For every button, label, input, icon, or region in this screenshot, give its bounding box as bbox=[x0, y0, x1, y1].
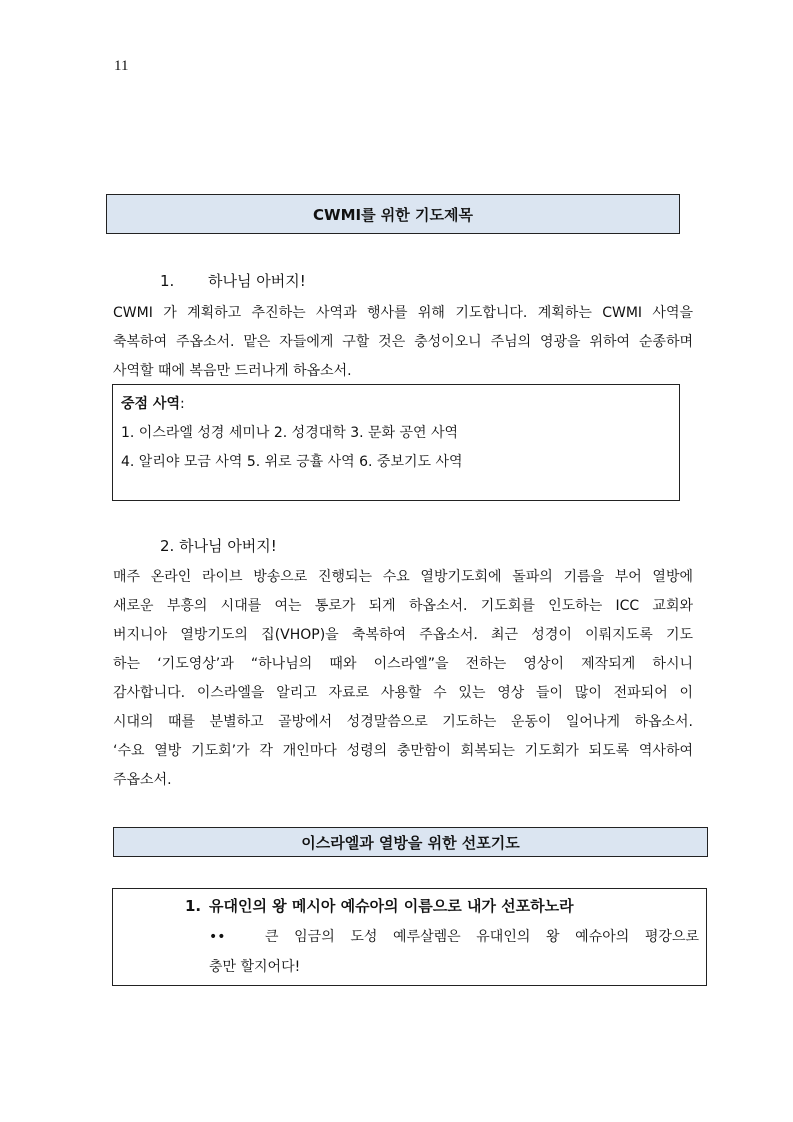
paragraph-line: 감사합니다. 이스라엘을 알리고 자료로 사용할 수 있는 영상 들이 많이 전파되어 이 bbox=[113, 685, 693, 701]
declaration-number: 1. bbox=[185, 897, 202, 915]
declaration-box bbox=[112, 888, 707, 986]
prayer-heading-1 bbox=[160, 270, 306, 291]
paragraph-line: 사역할 때에 복음만 드러나게 하옵소서. bbox=[113, 363, 352, 379]
paragraph-line: CWMI 가 계획하고 추진하는 사역과 행사를 위해 기도합니다. 계획하는 CWMI 사역을 bbox=[113, 305, 693, 321]
declaration-body bbox=[209, 923, 699, 983]
paragraph-line: 하는 ‘기도영상’과 “하나님의 때와 이스라엘”을 전하는 영상이 제작되게 하시니 bbox=[113, 656, 693, 672]
focus-line: 4. 알리야 모금 사역 5. 위로 긍휼 사역 6. 중보기도 사역 bbox=[121, 454, 463, 470]
paragraph-line: 주옵소서. bbox=[113, 772, 172, 788]
focus-colon: : bbox=[179, 396, 185, 412]
paragraph-line: 새로운 부흥의 시대를 여는 통로가 되게 하옵소서. 기도회를 인도하는 ICC 교회와 bbox=[113, 598, 693, 614]
page-number: 11 bbox=[114, 58, 129, 74]
declaration-heading bbox=[185, 895, 574, 916]
declaration-line: 큰 임금의 도성 예루살렘은 유대인의 왕 예슈아의 평강으로 bbox=[265, 929, 699, 945]
focus-line: 1. 이스라엘 성경 세미나 2. 성경대학 3. 문화 공연 사역 bbox=[121, 425, 459, 441]
focus-label: 중점 사역 bbox=[121, 396, 180, 412]
paragraph-line: 시대의 때를 분별하고 골방에서 성경말씀으로 기도하는 운동이 일어나게 하옵소서. bbox=[113, 714, 693, 730]
prayer-heading-2: 2. 하나님 아버지! bbox=[160, 537, 277, 555]
paragraph-line: 매주 온라인 라이브 방송으로 진행되는 수요 열방기도회에 돌파의 기름을 부어 열방에 bbox=[113, 569, 693, 585]
prayer-paragraph-1 bbox=[113, 299, 693, 386]
section-title-declaration: 이스라엘과 열방을 위한 선포기도 bbox=[113, 827, 708, 857]
prayer-heading-text-1: 하나님 아버지! bbox=[208, 272, 306, 290]
declaration-heading-text: 유대인의 왕 메시아 예슈아의 이름으로 내가 선포하노라 bbox=[209, 897, 574, 915]
focus-ministries-box bbox=[112, 384, 680, 501]
prayer-number-1: 1. bbox=[160, 272, 175, 290]
paragraph-line: 버지니아 열방기도의 집(VHOP)을 축복하여 주옵소서. 최근 성경이 이뤄지도록 기도 bbox=[113, 627, 693, 643]
declaration-line: 충만 할지어다! bbox=[209, 959, 301, 975]
section-title-cwmi: CWMI를 위한 기도제목 bbox=[106, 194, 680, 234]
bullet-icon: •• bbox=[209, 929, 226, 945]
prayer-paragraph-2 bbox=[113, 563, 693, 795]
paragraph-line: 축복하여 주옵소서. 맡은 자들에게 구할 것은 충성이오니 주님의 영광을 위하여 순종하며 bbox=[113, 334, 693, 350]
paragraph-line: ‘수요 열방 기도회’가 각 개인마다 성령의 충만함이 회복되는 기도회가 되도록 역사하여 bbox=[113, 743, 693, 759]
